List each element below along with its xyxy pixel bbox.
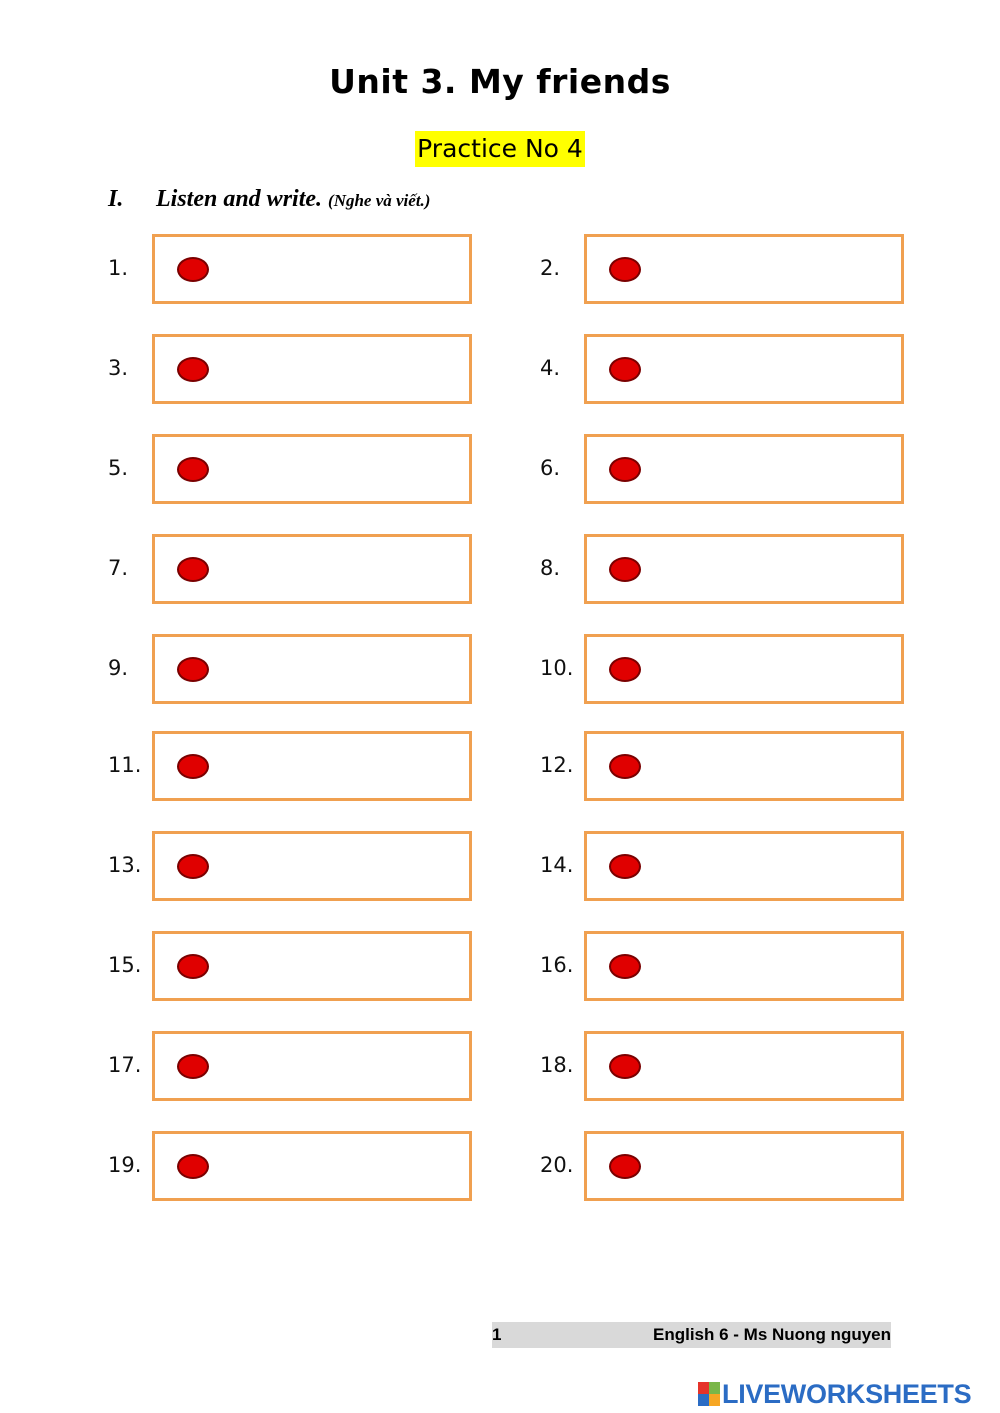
answer-box bbox=[584, 831, 904, 901]
item-number: 1. bbox=[108, 256, 129, 280]
answer-input[interactable] bbox=[653, 838, 897, 894]
play-audio-icon[interactable] bbox=[609, 457, 641, 482]
answer-input[interactable] bbox=[221, 738, 465, 794]
exercise-item bbox=[540, 1031, 940, 1101]
play-audio-icon[interactable] bbox=[609, 854, 641, 879]
answer-box bbox=[152, 234, 472, 304]
play-audio-icon[interactable] bbox=[609, 557, 641, 582]
answer-input[interactable] bbox=[653, 241, 897, 297]
item-number: 3. bbox=[108, 356, 129, 380]
item-number: 10. bbox=[540, 656, 574, 680]
answer-box bbox=[584, 634, 904, 704]
answer-box bbox=[152, 931, 472, 1001]
play-audio-icon[interactable] bbox=[609, 1054, 641, 1079]
answer-box bbox=[584, 434, 904, 504]
exercise-item bbox=[540, 334, 940, 404]
answer-input[interactable] bbox=[653, 1038, 897, 1094]
exercise-item bbox=[540, 1131, 940, 1201]
answer-box bbox=[584, 1131, 904, 1201]
answer-box bbox=[584, 1031, 904, 1101]
exercise-item bbox=[108, 731, 508, 801]
play-audio-icon[interactable] bbox=[177, 1054, 209, 1079]
answer-input[interactable] bbox=[653, 1138, 897, 1194]
answer-input[interactable] bbox=[221, 441, 465, 497]
section-note: (Nghe và viết.) bbox=[328, 191, 431, 210]
liveworksheets-brand[interactable] bbox=[698, 1379, 993, 1409]
answer-input[interactable] bbox=[221, 641, 465, 697]
play-audio-icon[interactable] bbox=[609, 954, 641, 979]
exercise-item bbox=[108, 831, 508, 901]
answer-box bbox=[152, 1031, 472, 1101]
play-audio-icon[interactable] bbox=[177, 657, 209, 682]
answer-box bbox=[152, 831, 472, 901]
footer-credit: English 6 - Ms Nuong nguyen bbox=[653, 1325, 891, 1344]
exercise-item bbox=[540, 634, 940, 704]
answer-input[interactable] bbox=[221, 938, 465, 994]
practice-subtitle: Practice No 4 bbox=[415, 131, 585, 167]
section-heading bbox=[108, 186, 430, 213]
exercise-item bbox=[108, 434, 508, 504]
answer-input[interactable] bbox=[653, 441, 897, 497]
answer-box bbox=[584, 334, 904, 404]
play-audio-icon[interactable] bbox=[609, 357, 641, 382]
exercise-item bbox=[108, 1031, 508, 1101]
exercise-item bbox=[540, 831, 940, 901]
answer-box bbox=[584, 731, 904, 801]
play-audio-icon[interactable] bbox=[609, 754, 641, 779]
answer-input[interactable] bbox=[221, 541, 465, 597]
brand-name: LIVEWORKSHEETS bbox=[722, 1379, 972, 1409]
page-number: 1 bbox=[492, 1325, 502, 1344]
subtitle-wrap bbox=[0, 131, 1000, 167]
item-number: 2. bbox=[540, 256, 561, 280]
item-number: 9. bbox=[108, 656, 129, 680]
answer-box bbox=[584, 931, 904, 1001]
answer-input[interactable] bbox=[653, 641, 897, 697]
exercise-item bbox=[108, 234, 508, 304]
answer-box bbox=[152, 534, 472, 604]
play-audio-icon[interactable] bbox=[609, 1154, 641, 1179]
item-number: 18. bbox=[540, 1053, 574, 1077]
item-number: 11. bbox=[108, 753, 142, 777]
item-number: 4. bbox=[540, 356, 561, 380]
answer-input[interactable] bbox=[653, 541, 897, 597]
item-number: 14. bbox=[540, 853, 574, 877]
item-number: 6. bbox=[540, 456, 561, 480]
item-number: 16. bbox=[540, 953, 574, 977]
exercise-item bbox=[108, 634, 508, 704]
play-audio-icon[interactable] bbox=[177, 257, 209, 282]
exercise-item bbox=[108, 931, 508, 1001]
exercise-item bbox=[540, 931, 940, 1001]
play-audio-icon[interactable] bbox=[177, 557, 209, 582]
play-audio-icon[interactable] bbox=[177, 457, 209, 482]
page-title: Unit 3. My friends bbox=[329, 62, 671, 101]
item-number: 20. bbox=[540, 1153, 574, 1177]
answer-input[interactable] bbox=[653, 938, 897, 994]
item-number: 7. bbox=[108, 556, 129, 580]
answer-input[interactable] bbox=[221, 838, 465, 894]
exercise-item bbox=[540, 534, 940, 604]
footer-bar bbox=[492, 1322, 891, 1348]
item-number: 17. bbox=[108, 1053, 142, 1077]
answer-box bbox=[152, 634, 472, 704]
play-audio-icon[interactable] bbox=[177, 357, 209, 382]
liveworksheets-logo-icon bbox=[698, 1382, 720, 1406]
exercise-item bbox=[540, 234, 940, 304]
answer-input[interactable] bbox=[221, 1038, 465, 1094]
answer-input[interactable] bbox=[221, 241, 465, 297]
item-number: 19. bbox=[108, 1153, 142, 1177]
play-audio-icon[interactable] bbox=[177, 754, 209, 779]
answer-input[interactable] bbox=[221, 341, 465, 397]
play-audio-icon[interactable] bbox=[177, 954, 209, 979]
play-audio-icon[interactable] bbox=[177, 854, 209, 879]
item-number: 15. bbox=[108, 953, 142, 977]
exercise-item bbox=[540, 434, 940, 504]
answer-input[interactable] bbox=[221, 1138, 465, 1194]
answer-box bbox=[152, 334, 472, 404]
answer-box bbox=[584, 234, 904, 304]
exercise-item bbox=[108, 334, 508, 404]
answer-input[interactable] bbox=[653, 738, 897, 794]
play-audio-icon[interactable] bbox=[609, 657, 641, 682]
section-number: I. bbox=[108, 186, 124, 212]
exercise-item bbox=[108, 534, 508, 604]
answer-box bbox=[152, 434, 472, 504]
exercise-item bbox=[540, 731, 940, 801]
section-instruction: Listen and write. bbox=[156, 186, 323, 212]
answer-input[interactable] bbox=[653, 341, 897, 397]
play-audio-icon[interactable] bbox=[609, 257, 641, 282]
answer-box bbox=[152, 731, 472, 801]
item-number: 13. bbox=[108, 853, 142, 877]
play-audio-icon[interactable] bbox=[177, 1154, 209, 1179]
answer-box bbox=[584, 534, 904, 604]
answer-box bbox=[152, 1131, 472, 1201]
exercise-item bbox=[108, 1131, 508, 1201]
item-number: 12. bbox=[540, 753, 574, 777]
item-number: 8. bbox=[540, 556, 561, 580]
item-number: 5. bbox=[108, 456, 129, 480]
